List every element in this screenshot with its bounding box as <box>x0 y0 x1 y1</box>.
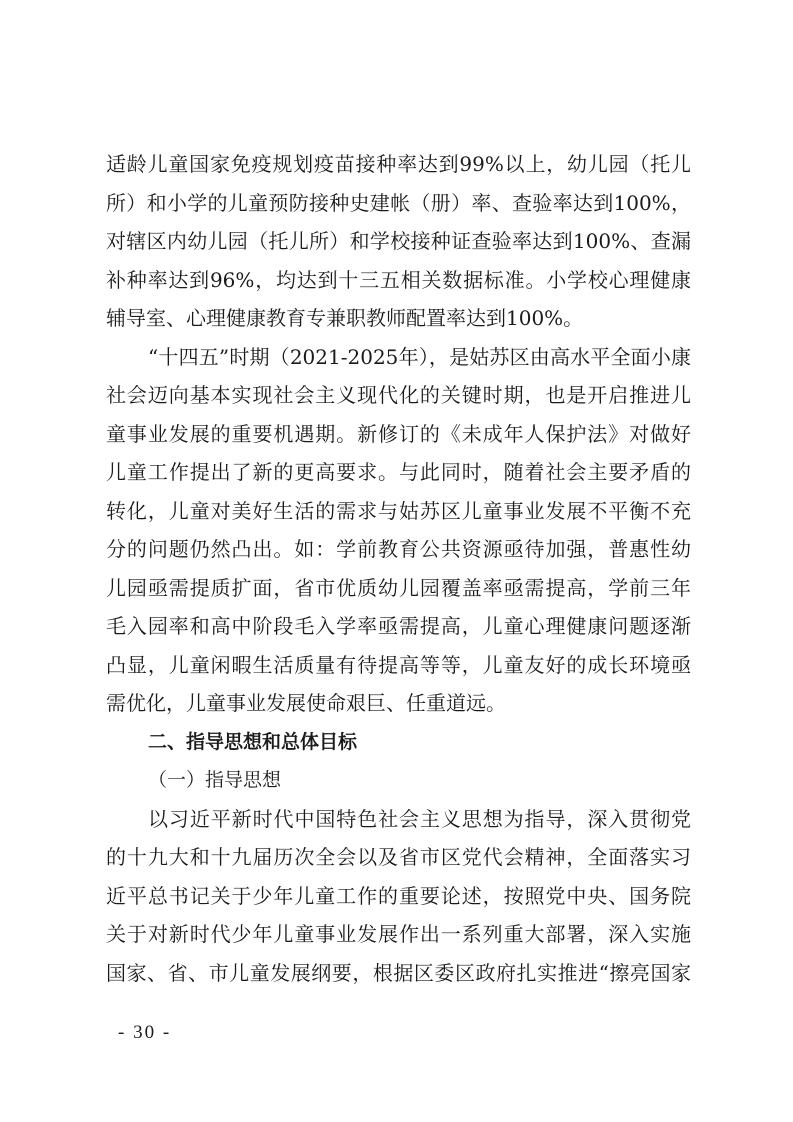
text-line: 所）和小学的儿童预防接种史建帐（册）率、查验率达到100%， <box>106 190 691 215</box>
text-line: 社会迈向基本实现社会主义现代化的关键时期，也是开启推进儿 <box>106 383 691 407</box>
page-number: - 30 - <box>118 1022 172 1043</box>
paragraph-fourteenth-five-year <box>106 338 691 723</box>
text-line: 毛入园率和高中阶段毛入学率亟需提高，儿童心理健康问题逐渐 <box>106 614 691 638</box>
text-line: 适龄儿童国家免疫规划疫苗接种率达到99%以上，幼儿园（托儿 <box>106 152 691 176</box>
text-line: 转化，儿童对美好生活的需求与姑苏区儿童事业发展不平衡不充 <box>106 498 691 523</box>
text-line: 分的问题仍然凸出。如：学前教育公共资源亟待加强，普惠性幼 <box>106 537 691 561</box>
text-line: 的十九大和十九届历次全会以及省市区党代会精神，全面落实习 <box>106 845 691 869</box>
text-line: 国家、省、市儿童发展纲要，根据区委区政府扎实推进“擦亮国家 <box>106 960 691 985</box>
text-line: 以习近平新时代中国特色社会主义思想为指导，深入贯彻党 <box>148 806 691 831</box>
text-line: 对辖区内幼儿园（托儿所）和学校接种证查验率达到100%、查漏 <box>106 229 691 253</box>
text-line: 需优化，儿童事业发展使命艰巨、任重道远。 <box>106 691 506 715</box>
text-line: 儿童工作提出了新的更高要求。与此同时，随着社会主要矛盾的 <box>106 460 691 484</box>
text-line: 儿园亟需提质扩面，省市优质幼儿园覆盖率亟需提高，学前三年 <box>106 575 691 600</box>
text-line: 辅导室、心理健康教育专兼职教师配置率达到100%。 <box>106 306 584 330</box>
paragraph-immunization-stats <box>106 145 691 338</box>
text-line: “十四五”时期（2021-2025年），是姑苏区由高水平全面小康 <box>148 344 691 369</box>
text-line: 童事业发展的重要机遇期。新修订的《未成年人保护法》对做好 <box>106 421 691 446</box>
text-line: 补种率达到96%，均达到十三五相关数据标准。小学校心理健康 <box>106 267 691 292</box>
paragraph-guiding-ideology <box>106 800 691 993</box>
text-line: 近平总书记关于少年儿童工作的重要论述，按照党中央、国务院 <box>106 883 691 908</box>
subsection-heading: （一）指导思想 <box>148 769 282 791</box>
document-body <box>106 145 691 992</box>
text-line: 凸显，儿童闲暇生活质量有待提高等等，儿童友好的成长环境亟 <box>106 652 691 677</box>
section-heading: 二、指导思想和总体目标 <box>148 730 358 753</box>
text-line: 关于对新时代少年儿童事业发展作出一系列重大部署，深入实施 <box>106 922 691 946</box>
